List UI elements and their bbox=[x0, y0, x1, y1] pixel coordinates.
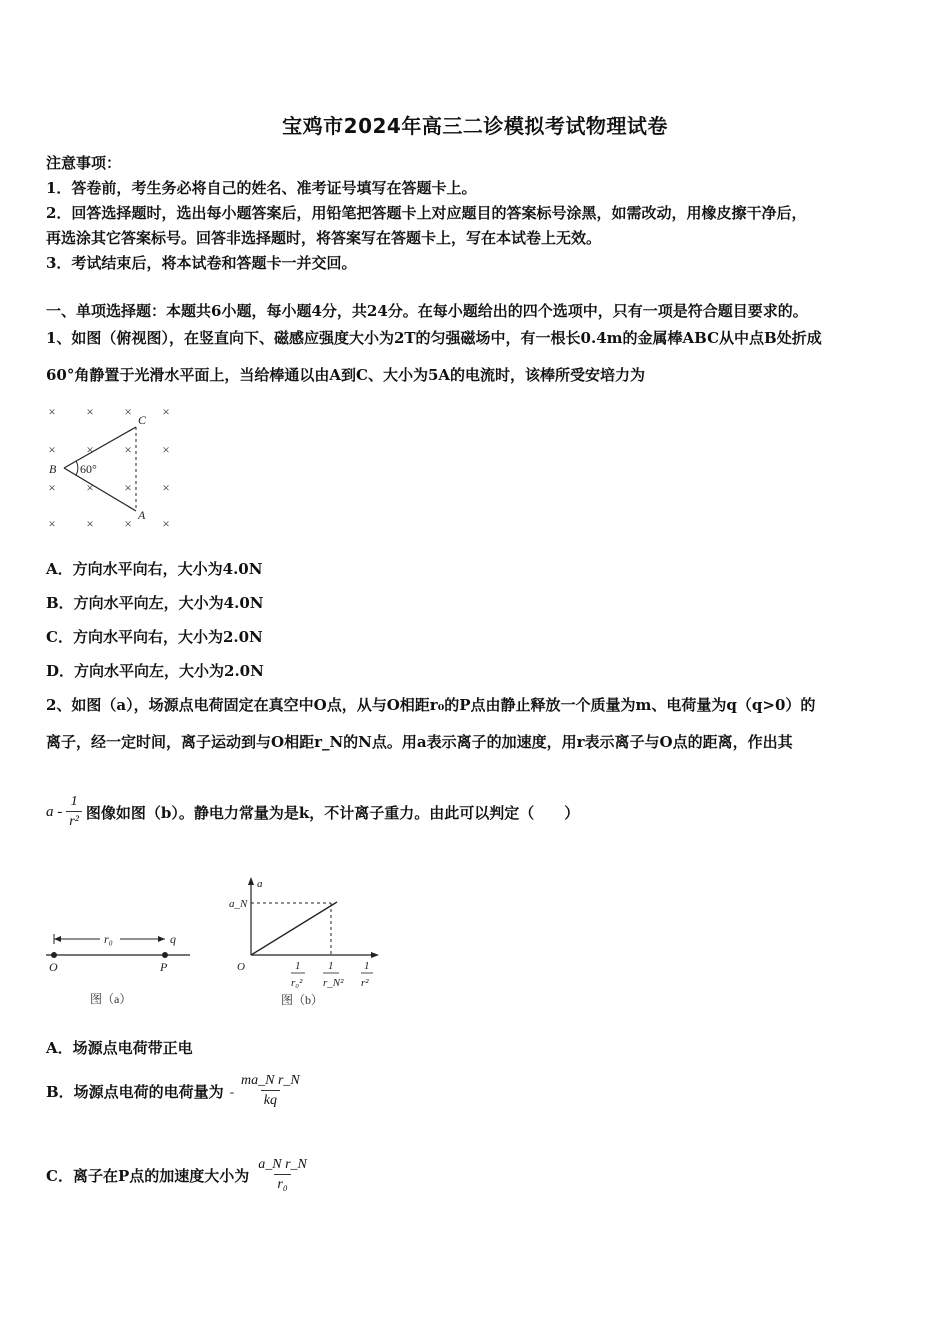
q1-figure bbox=[40, 400, 190, 535]
label-c: C bbox=[138, 413, 147, 427]
notice-item-2-cont: 再选涂其它答案标号。回答非选择题时，将答案写在答题卡上，写在本试卷上无效。 bbox=[46, 229, 602, 247]
cross-mark: × bbox=[86, 442, 94, 457]
q2-frac-num: 1 bbox=[70, 794, 78, 809]
q2-stem-line2: 离子，经一定时间，离子运动到与O相距r_N的N点。用a表示离子的加速度，用r表示离子与O点的距离，作出其 bbox=[46, 733, 793, 751]
point-o bbox=[51, 952, 57, 958]
q2-option-b-den: kq bbox=[261, 1090, 280, 1111]
q1-option-a[interactable]: A．方向水平向右，大小为4.0N bbox=[46, 560, 263, 578]
cross-mark: × bbox=[124, 516, 132, 531]
cross-mark: × bbox=[86, 404, 94, 419]
caption-b: 图（b） bbox=[281, 993, 324, 1007]
tick1-den: r₀² bbox=[291, 977, 303, 989]
q2-frac-den: r² bbox=[66, 811, 82, 832]
section1-heading: 一、单项选择题：本题共6小题，每小题4分，共24分。在每小题给出的四个选项中，只有一项是符合题目要求的。 bbox=[46, 302, 808, 320]
tick3-den: r² bbox=[361, 977, 369, 989]
q2-stem-line3 bbox=[46, 793, 579, 832]
cross-mark: × bbox=[86, 516, 94, 531]
label-b: B bbox=[49, 462, 57, 476]
notice-item-3: 3．考试结束后，将本试卷和答题卡一并交回。 bbox=[46, 254, 357, 272]
cross-mark: × bbox=[162, 404, 170, 419]
q2-option-c-num: a_N r_N bbox=[258, 1157, 307, 1172]
cross-mark: × bbox=[124, 442, 132, 457]
caption-a: 图（a） bbox=[90, 992, 132, 1006]
notice-item-2: 2．回答选择题时，选出每小题答案后，用铅笔把答题卡上对应题目的答案标号涂黑，如需改动，用橡皮擦干净后， bbox=[46, 204, 807, 222]
cross-mark: × bbox=[124, 404, 132, 419]
label-r0: r₀ bbox=[104, 932, 113, 946]
q2-option-c-text: C．离子在P点的加速度大小为 bbox=[46, 1167, 250, 1185]
q2-option-a[interactable]: A．场源点电荷带正电 bbox=[46, 1039, 193, 1057]
notice-heading: 注意事项： bbox=[46, 154, 122, 172]
q2-a-label: a - bbox=[46, 804, 63, 820]
q2-option-b-text: B．场源点电荷的电荷量为 bbox=[46, 1083, 224, 1101]
cross-mark: × bbox=[162, 480, 170, 495]
q2-stem-line1: 2、如图（a），场源点电荷固定在真空中O点，从与O相距r₀的P点由静止释放一个质量为m、电荷量为q（q>0）的 bbox=[46, 696, 816, 714]
q2-option-b-sign: - bbox=[229, 1083, 235, 1099]
q2-figure-a bbox=[40, 925, 200, 1010]
q2-option-b-fraction bbox=[238, 1072, 303, 1111]
tick1-num: 1 bbox=[295, 960, 301, 972]
point-p bbox=[162, 952, 168, 958]
q2-option-b-num: ma_N r_N bbox=[241, 1073, 300, 1088]
q1-option-b[interactable]: B．方向水平向左，大小为4.0N bbox=[46, 594, 264, 612]
cross-mark: × bbox=[48, 480, 56, 495]
arrow-right bbox=[158, 936, 165, 942]
cross-mark: × bbox=[86, 480, 94, 495]
cross-mark: × bbox=[48, 404, 56, 419]
label-origin: O bbox=[237, 961, 245, 973]
label-a: A bbox=[138, 508, 146, 522]
label-angle: 60° bbox=[80, 462, 97, 476]
tick2-den: r_N² bbox=[323, 977, 344, 989]
label-p: P bbox=[160, 960, 168, 974]
x-arrow bbox=[371, 952, 379, 958]
q2-figure-b bbox=[225, 873, 390, 1013]
q2-option-b[interactable] bbox=[46, 1072, 303, 1111]
arrow-left bbox=[54, 936, 61, 942]
q1-option-d[interactable]: D．方向水平向左，大小为2.0N bbox=[46, 662, 264, 680]
y-arrow bbox=[248, 877, 254, 885]
page-title: 宝鸡市2024年高三二诊模拟考试物理试卷 bbox=[282, 114, 668, 138]
cross-mark: × bbox=[162, 516, 170, 531]
cross-mark: × bbox=[48, 442, 56, 457]
notice-item-1: 1．答卷前，考生务必将自己的姓名、准考证号填写在答题卡上。 bbox=[46, 179, 477, 197]
cross-mark: × bbox=[48, 516, 56, 531]
q2-option-c[interactable] bbox=[46, 1156, 310, 1195]
q1-stem-line2: 60°角静置于光滑水平面上，当给棒通以由A到C、大小为5A的电流时，该棒所受安培力为 bbox=[46, 366, 646, 384]
tick3-num: 1 bbox=[364, 960, 370, 972]
q2-option-c-fraction bbox=[255, 1156, 310, 1195]
q1-stem-line1: 1、如图（俯视图），在竖直向下、磁感应强度大小为2T的匀强磁场中，有一根长0.4m的金属棒ABC从中点B处折成 bbox=[46, 329, 822, 347]
graph-line bbox=[251, 902, 337, 955]
cross-mark: × bbox=[124, 480, 132, 495]
angle-arc bbox=[76, 461, 78, 475]
cross-mark: × bbox=[162, 442, 170, 457]
label-axis-a: a bbox=[257, 878, 263, 890]
label-o: O bbox=[49, 960, 58, 974]
q2-line3-text: 图像如图（b）。静电力常量为是k，不计离子重力。由此可以判定（ ） bbox=[85, 804, 580, 822]
q2-option-c-den: r₀ bbox=[274, 1174, 290, 1195]
q2-fraction bbox=[66, 793, 82, 832]
label-an: a_N bbox=[229, 898, 248, 910]
tick2-num: 1 bbox=[328, 960, 334, 972]
label-q: q bbox=[170, 932, 176, 946]
q1-option-c[interactable]: C．方向水平向右，大小为2.0N bbox=[46, 628, 263, 646]
